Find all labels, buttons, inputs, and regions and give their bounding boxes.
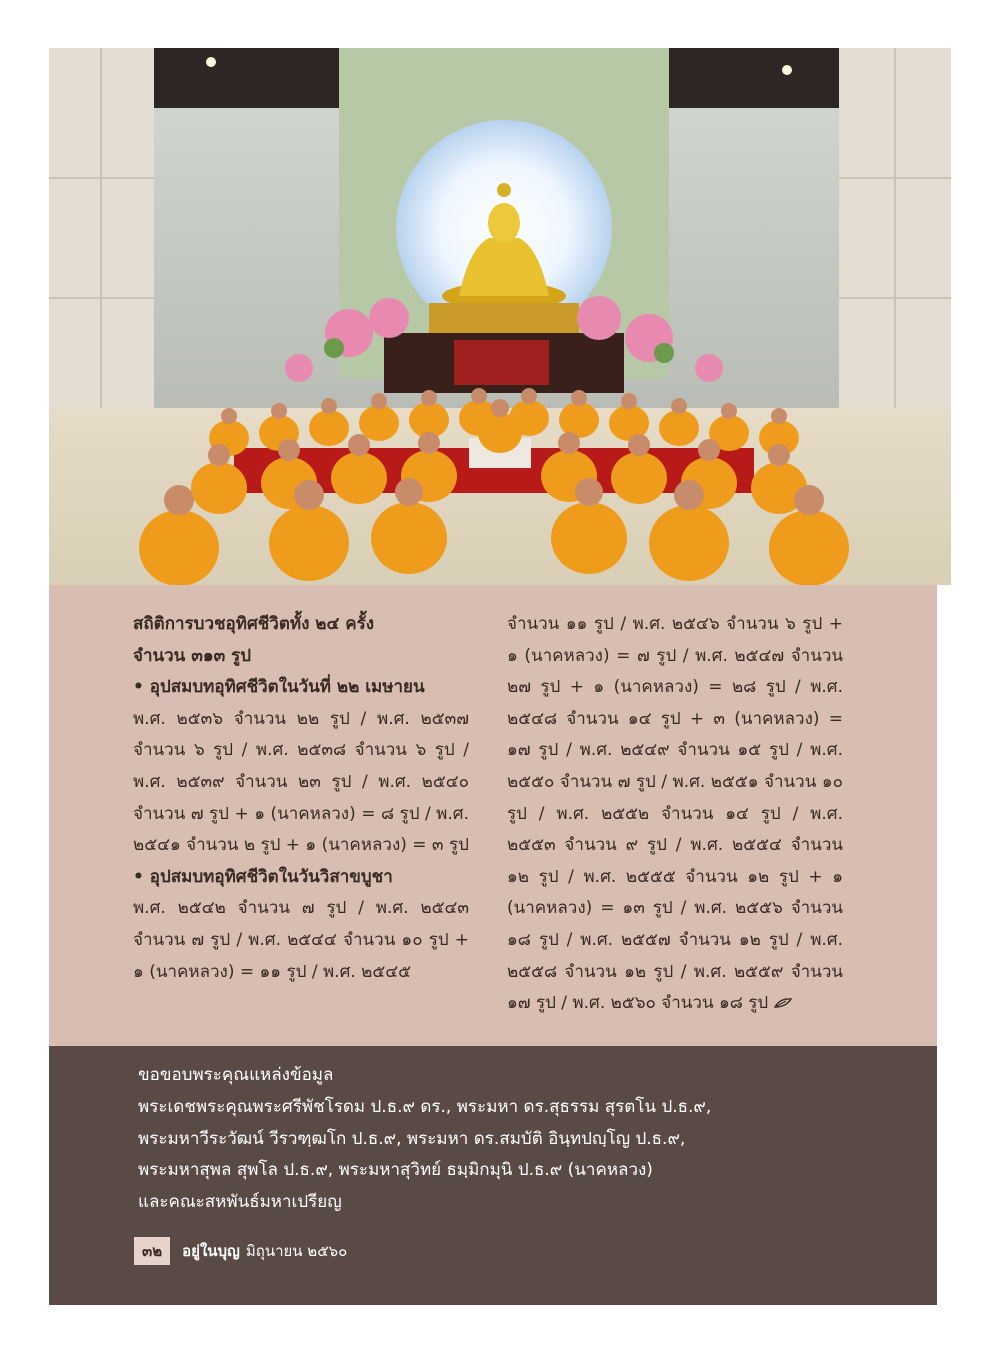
issue-date: มิถุนายน ๒๕๖๐ [245, 1242, 348, 1260]
left-column [133, 609, 469, 988]
monks-ordination-photo [49, 48, 951, 585]
right-column-body-wrap [507, 609, 843, 1020]
statistics-panel [49, 585, 937, 1046]
page-number: ๓๒ [134, 1237, 170, 1265]
magazine-name: อยู่ในบุญ [182, 1242, 240, 1260]
section1-body: พ.ศ. ๒๕๓๖ จำนวน ๒๒ รูป / พ.ศ. ๒๕๓๗ จำนวน ๖ รูป / พ.ศ. ๒๕๓๘ จำนวน ๖ รูป / พ.ศ. ๒๕๓๙ จำนวน ๒๓ รูป / พ.ศ. ๒๕๔๐ จำนวน ๗ รูป + ๑ (นาคหลวง) = ๘ รูป / พ.ศ. ๒๕๔๑ จำนวน ๒ รูป + ๑ (นาคหลวง) = ๓ รูป [133, 708, 469, 856]
credits-line-1: ขอขอบพระคุณแหล่งข้อมูล [138, 1065, 334, 1085]
credits-line-3: พระมหาวีระวัฒน์ วีรวฑฺฒโก ป.ธ.๙, พระมหา ดร.สมบัติ อินฺทปญฺโญ ป.ธ.๙, [138, 1128, 686, 1149]
credits-panel [49, 1046, 937, 1305]
credits-line-4: พระมหาสุพล สุพโล ป.ธ.๙, พระมหาสุวิทย์ ธมฺมิกมุนิ ป.ธ.๙ (นาคหลวง) [138, 1160, 653, 1181]
statistics-heading-line1: สถิติการบวชอุทิศชีวิตทั้ง ๒๔ ครั้ง [133, 614, 375, 634]
right-column [507, 609, 843, 1020]
photo-illustration [49, 48, 951, 585]
credits-line-5: และคณะสหพันธ์มหาเปรียญ [138, 1192, 342, 1213]
credits-text [138, 1060, 898, 1219]
section2-body: พ.ศ. ๒๕๔๒ จำนวน ๗ รูป / พ.ศ. ๒๕๔๓ จำนวน ๗ รูป / พ.ศ. ๒๕๔๔ จำนวน ๑๐ รูป + ๑ (นาคหลวง) = ๑๑ รูป / พ.ศ. ๒๕๔๕ [133, 898, 469, 982]
section1-title: • อุปสมบทอุทิศชีวิตในวันที่ ๒๒ เมษายน [133, 677, 425, 698]
section2-title: • อุปสมบทอุทิศชีวิตในวันวิสาขบูชา [133, 866, 393, 887]
end-leaf-icon [774, 998, 792, 1008]
page-footer [134, 1238, 347, 1264]
right-column-body: จำนวน ๑๑ รูป / พ.ศ. ๒๕๔๖ จำนวน ๖ รูป + ๑ (นาคหลวง) = ๗ รูป / พ.ศ. ๒๕๔๗ จำนวน ๒๗ รูป + ๑ (นาคหลวง) = ๒๘ รูป / พ.ศ. ๒๕๔๘ จำนวน ๑๔ รูป + ๓ (นาคหลวง) = ๑๗ รูป / พ.ศ. ๒๕๔๙ จำนวน ๑๕ รูป / พ.ศ. ๒๕๕๐ จำนวน ๗ รูป / พ.ศ. ๒๕๕๑ จำนวน ๑๐ รูป / พ.ศ. ๒๕๕๒ จำนวน ๑๔ รูป / พ.ศ. ๒๕๕๓ จำนวน ๙ รูป / พ.ศ. ๒๕๕๔ จำนวน ๑๒ รูป / พ.ศ. ๒๕๕๕ จำนวน ๑๒ รูป + ๑ (นาคหลวง) = ๑๓ รูป / พ.ศ. ๒๕๕๖ จำนวน ๑๘ รูป / พ.ศ. ๒๕๕๗ จำนวน ๑๒ รูป / พ.ศ. ๒๕๕๘ จำนวน ๑๒ รูป / พ.ศ. ๒๕๕๙ จำนวน ๑๗ รูป / พ.ศ. ๒๕๖๐ จำนวน ๑๘ รูป [507, 614, 843, 1014]
credits-line-2: พระเดชพระคุณพระศรีพัชโรดม ป.ธ.๙ ดร., พระมหา ดร.สุธรรม สุรตโน ป.ธ.๙, [138, 1096, 712, 1117]
statistics-heading-line2: จำนวน ๓๑๓ รูป [133, 645, 252, 666]
